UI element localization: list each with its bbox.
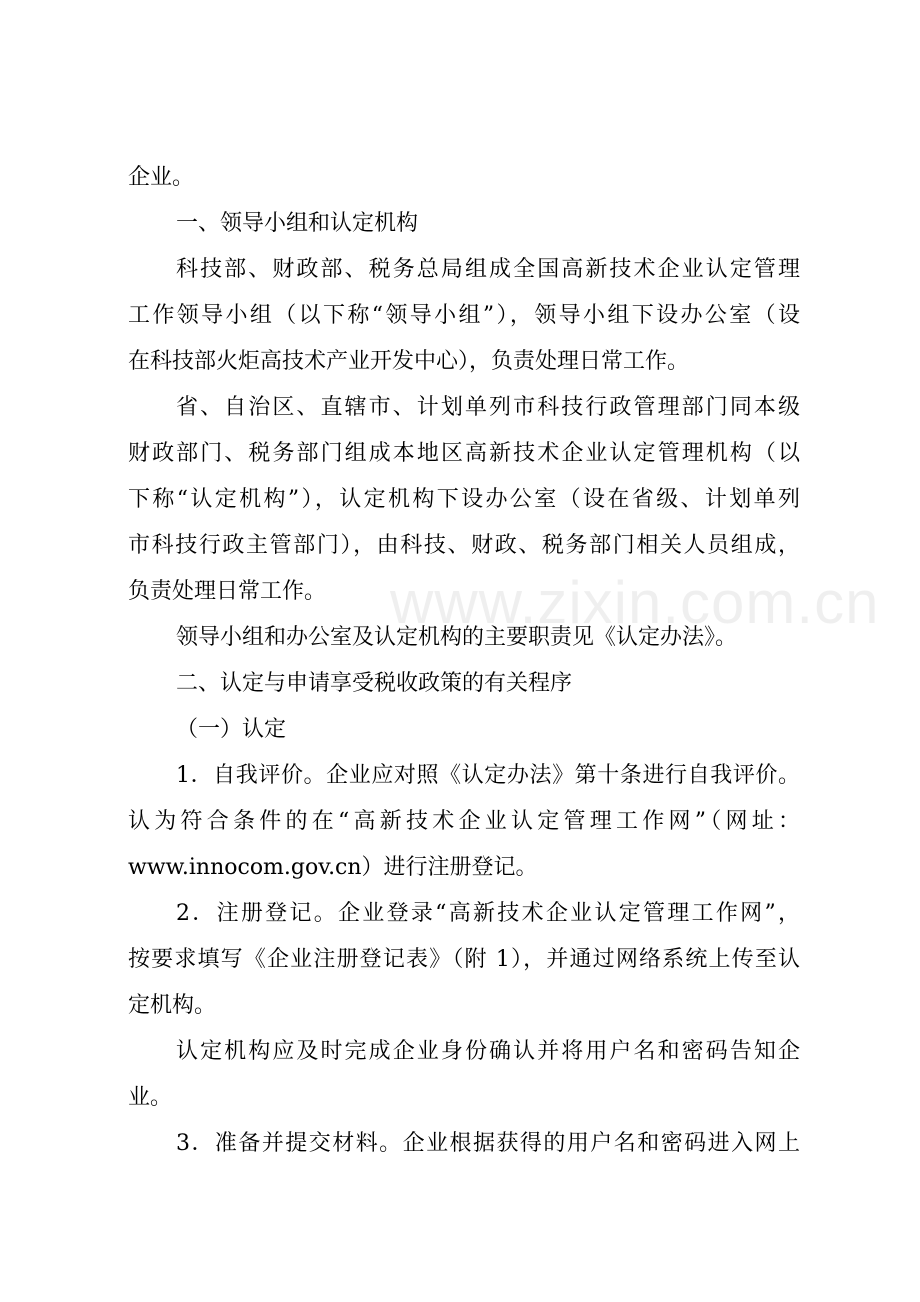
text-line: 工作领导小组（以下称“领导小组”），领导小组下设办公室（设 [128, 303, 800, 328]
text-line: 认定机构应及时完成企业身份确认并将用户名和密码告知企 [176, 1039, 800, 1064]
text-line: 下称“认定机构”），认定机构下设办公室（设在省级、计划单列 [128, 487, 800, 512]
text-line: 1．自我评价。企业应对照《认定办法》第十条进行自我评价。 [176, 763, 800, 788]
text-line: 科技部、财政部、税务总局组成全国高新技术企业认定管理 [176, 257, 800, 282]
text-line: 2．注册登记。企业登录“高新技术企业认定管理工作网”， [176, 901, 800, 926]
watermark: www.zixin.com.cn [390, 569, 880, 636]
text-line: 按要求填写《企业注册登记表》（附 1），并通过网络系统上传至认 [128, 947, 800, 972]
text-line: 财政部门、税务部门组成本地区高新技术企业认定管理机构（以 [128, 441, 800, 466]
subsection-heading: （一）认定 [176, 717, 287, 742]
text-line: 负责处理日常工作。 [128, 579, 327, 604]
text-line: 业。 [128, 1085, 173, 1110]
text-line: 定机构。 [128, 993, 217, 1018]
text-line: 3．准备并提交材料。企业根据获得的用户名和密码进入网上 [176, 1131, 800, 1156]
section-heading: 一、领导小组和认定机构 [176, 211, 419, 236]
text-line: 市科技行政主管部门），由科技、财政、税务部门相关人员组成， [128, 533, 800, 558]
section-heading: 二、认定与申请享受税收政策的有关程序 [176, 671, 573, 696]
text-line: 领导小组和办公室及认定机构的主要职责见《认定办法》。 [176, 625, 738, 650]
text-line: 企业。 [128, 165, 195, 190]
text-line: 在科技部火炬高技术产业开发中心），负责处理日常工作。 [128, 349, 690, 374]
text-line: www.innocom.gov.cn）进行注册登记。 [128, 855, 538, 880]
text-line: 省、自治区、直辖市、计划单列市科技行政管理部门同本级 [176, 395, 800, 420]
text-line: 认为符合条件的在“高新技术企业认定管理工作网”（网址： [128, 809, 800, 834]
